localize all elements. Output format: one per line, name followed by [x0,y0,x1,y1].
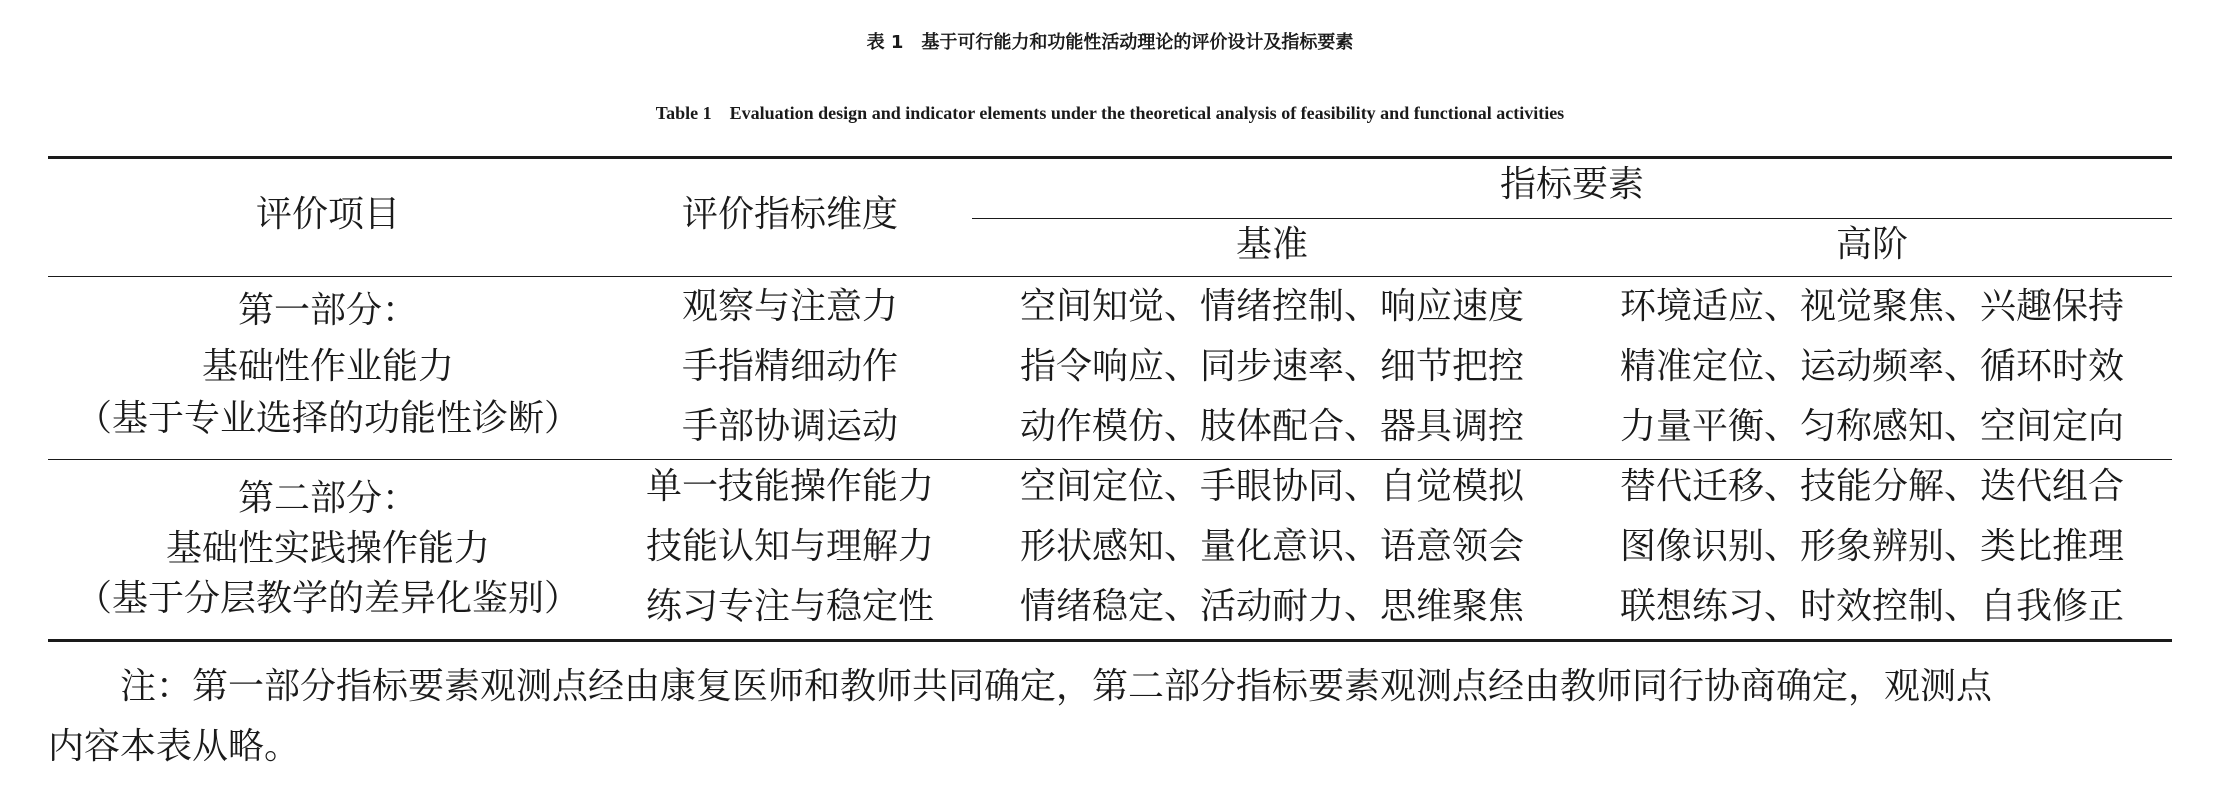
top-rule [48,156,2172,159]
table-cell-advanced: 环境适应、视觉聚焦、兴趣保持 [1619,286,2124,327]
table-caption-en: Table 1 Evaluation design and indicator elements under the theoretical analysis of feasibility and functional activities [655,103,1565,123]
group1-item-line1: 第一部分： [237,290,418,331]
group2-item-line3: （基于分层教学的差异化鉴别） [75,578,580,619]
group1-item-line3: （基于专业选择的功能性诊断） [75,398,580,439]
table-note-line2: 内容本表从略。 [48,726,301,767]
header-subrule [972,218,2172,219]
table-caption-zh: 表 1 基于可行能力和功能性活动理论的评价设计及指标要素 [866,32,1354,53]
table-cell-dimension: 练习专注与稳定性 [645,586,934,627]
group2-item-line2: 基础性实践操作能力 [165,528,490,569]
table-cell-basic: 形状感知、量化意识、语意领会 [1019,526,1524,567]
header-advanced: 高阶 [1835,224,1908,265]
table-cell-advanced: 联想练习、时效控制、自我修正 [1619,586,2124,627]
header-bottom-rule [48,276,2172,277]
table-note-line1: 注：第一部分指标要素观测点经由康复医师和教师共同确定，第二部分指标要素观测点经由教师同行协商确定，观测点 [120,666,1993,707]
group-divider-rule [48,459,2172,460]
group1-item-line2: 基础性作业能力 [201,346,454,387]
header-elements: 指标要素 [1499,164,1644,205]
table-cell-dimension: 技能认知与理解力 [645,526,934,567]
header-dimension: 评价指标维度 [681,194,898,235]
header-item: 评价项目 [255,194,400,235]
header-basic: 基准 [1235,224,1308,265]
table-cell-basic: 指令响应、同步速率、细节把控 [1019,346,1524,387]
table-cell-dimension: 单一技能操作能力 [645,466,934,507]
table-cell-advanced: 图像识别、形象辨别、类比推理 [1619,526,2124,567]
group2-item-line1: 第二部分： [237,478,418,519]
table-cell-basic: 空间知觉、情绪控制、响应速度 [1019,286,1524,327]
table-cell-advanced: 精准定位、运动频率、循环时效 [1619,346,2124,387]
table-cell-dimension: 手部协调运动 [681,406,898,447]
table-cell-advanced: 替代迁移、技能分解、迭代组合 [1619,466,2124,507]
table-cell-dimension: 观察与注意力 [681,286,898,327]
bottom-rule [48,639,2172,642]
table-cell-basic: 空间定位、手眼协同、自觉模拟 [1019,466,1524,507]
table-cell-basic: 动作模仿、肢体配合、器具调控 [1019,406,1524,447]
table-cell-dimension: 手指精细动作 [681,346,898,387]
table-cell-advanced: 力量平衡、匀称感知、空间定向 [1619,406,2124,447]
table-cell-basic: 情绪稳定、活动耐力、思维聚焦 [1019,586,1524,627]
